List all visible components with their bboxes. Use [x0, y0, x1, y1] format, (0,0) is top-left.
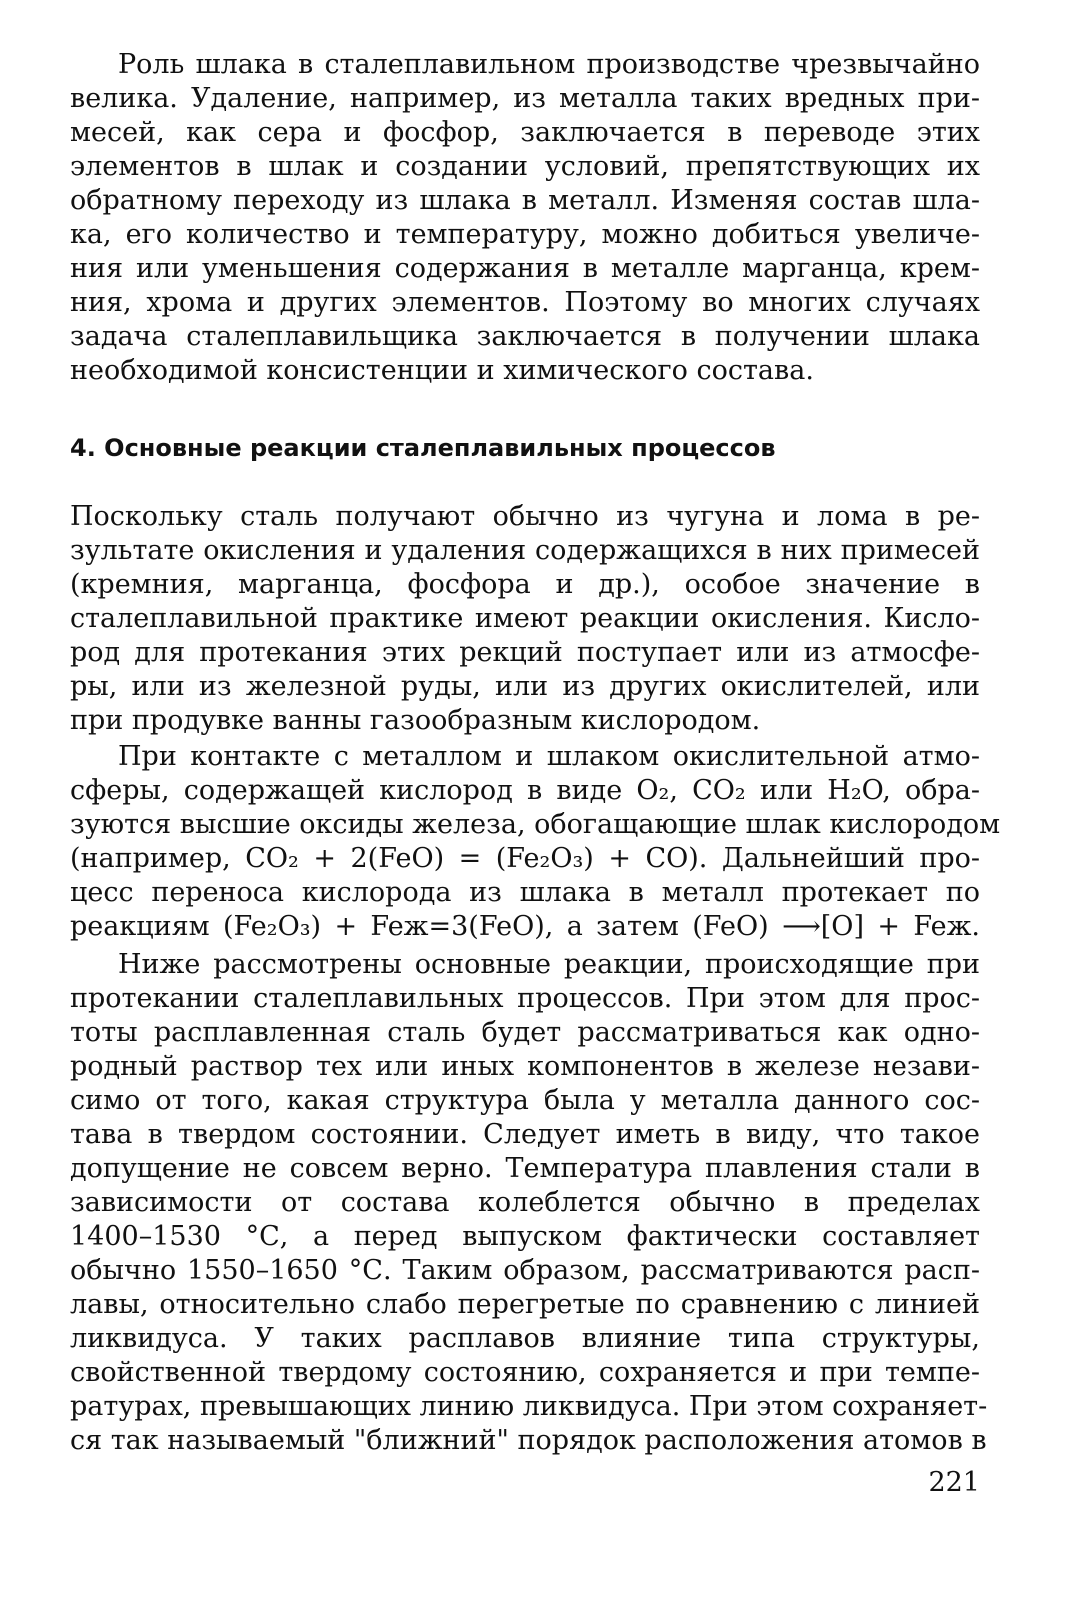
text-line: ликвидуса. У таких расплавов влияние типа структуры, [70, 1323, 980, 1354]
text-line: необходимой консистенции и химического состава. [70, 355, 814, 386]
text-line: сферы, содержащей кислород в виде O₂, CO₂ или H₂O, обра- [70, 775, 980, 806]
book-page [70, 48, 1001, 1568]
text-line: 1400–1530 °С, а перед выпуском фактически составляет [70, 1221, 980, 1252]
text-line: ка, его количество и температуру, можно добиться увеличе- [70, 219, 980, 250]
text-line: ния или уменьшения содержания в металле марганца, крем- [70, 253, 980, 284]
text-line: (например, CO₂ + 2(FeO) = (Fe₂O₃) + CO). Дальнейший про- [70, 843, 980, 874]
text-line: протекании сталеплавильных процессов. При этом для прос- [70, 983, 980, 1014]
text-line: при продувке ванны газообразным кислородом. [70, 705, 761, 736]
text-line: ния, хрома и других элементов. Поэтому во многих случаях [70, 287, 980, 318]
text-line: Поскольку сталь получают обычно из чугуна и лома в ре- [70, 501, 980, 532]
text-line: род для протекания этих рекций поступает или из атмосфе- [70, 637, 980, 668]
text-line: допущение не совсем верно. Температура плавления стали в [70, 1153, 980, 1184]
text-line: велика. Удаление, например, из металла таких вредных при- [70, 83, 980, 114]
text-line: цесс переноса кислорода из шлака в металл протекает по [70, 877, 980, 908]
text-line: обратному переходу из шлака в металл. Изменяя состав шла- [70, 185, 980, 216]
page-number: 221 [928, 1467, 980, 1498]
text-line: зуются высшие оксиды железа, обогащающие шлак кислородом [70, 809, 1001, 840]
text-line: зультате окисления и удаления содержащихся в них примесей [70, 535, 980, 566]
text-line: (кремния, марганца, фосфора и др.), особое значение в [70, 569, 980, 600]
text-line: ры, или из железной руды, или из других окислителей, или [70, 671, 980, 702]
text-line: зависимости от состава колеблется обычно в пределах [70, 1187, 980, 1218]
text-line: свойственной твердому состоянию, сохраняется и при темпе- [70, 1357, 980, 1388]
text-line: ратурах, превышающих линию ликвидуса. При этом сохраняет- [70, 1391, 988, 1422]
section-heading: 4. Основные реакции сталеплавильных процессов [70, 434, 776, 462]
text-line: Ниже рассмотрены основные реакции, происходящие при [118, 949, 980, 980]
text-line: месей, как сера и фосфор, заключается в переводе этих [70, 117, 980, 148]
text-line: тоты расплавленная сталь будет рассматриваться как одно- [70, 1017, 980, 1048]
text-line: При контакте с металлом и шлаком окислительной атмо- [118, 741, 980, 772]
text-line: лавы, относительно слабо перегретые по сравнению с линией [70, 1289, 980, 1320]
text-line: Роль шлака в сталеплавильном производстве чрезвычайно [118, 49, 980, 80]
text-line: ся так называемый "ближний" порядок расположения атомов в [70, 1425, 987, 1456]
text-line: задача сталеплавильщика заключается в получении шлака [70, 321, 980, 352]
text-line: обычно 1550–1650 °С. Таким образом, рассматриваются расп- [70, 1255, 980, 1286]
text-line: сталеплавильной практике имеют реакции окисления. Кисло- [70, 603, 980, 634]
text-line: симо от того, какая структура была у металла данного сос- [70, 1085, 980, 1116]
text-line: реакциям (Fe₂O₃) + Feж=3(FeO), а затем (FeO) ⟶[O] + Feж. [70, 911, 980, 942]
text-line: тава в твердом состоянии. Следует иметь в виду, что такое [70, 1119, 980, 1150]
text-line: элементов в шлак и создании условий, препятствующих их [70, 151, 980, 182]
text-line: родный раствор тех или иных компонентов в железе незави- [70, 1051, 980, 1082]
